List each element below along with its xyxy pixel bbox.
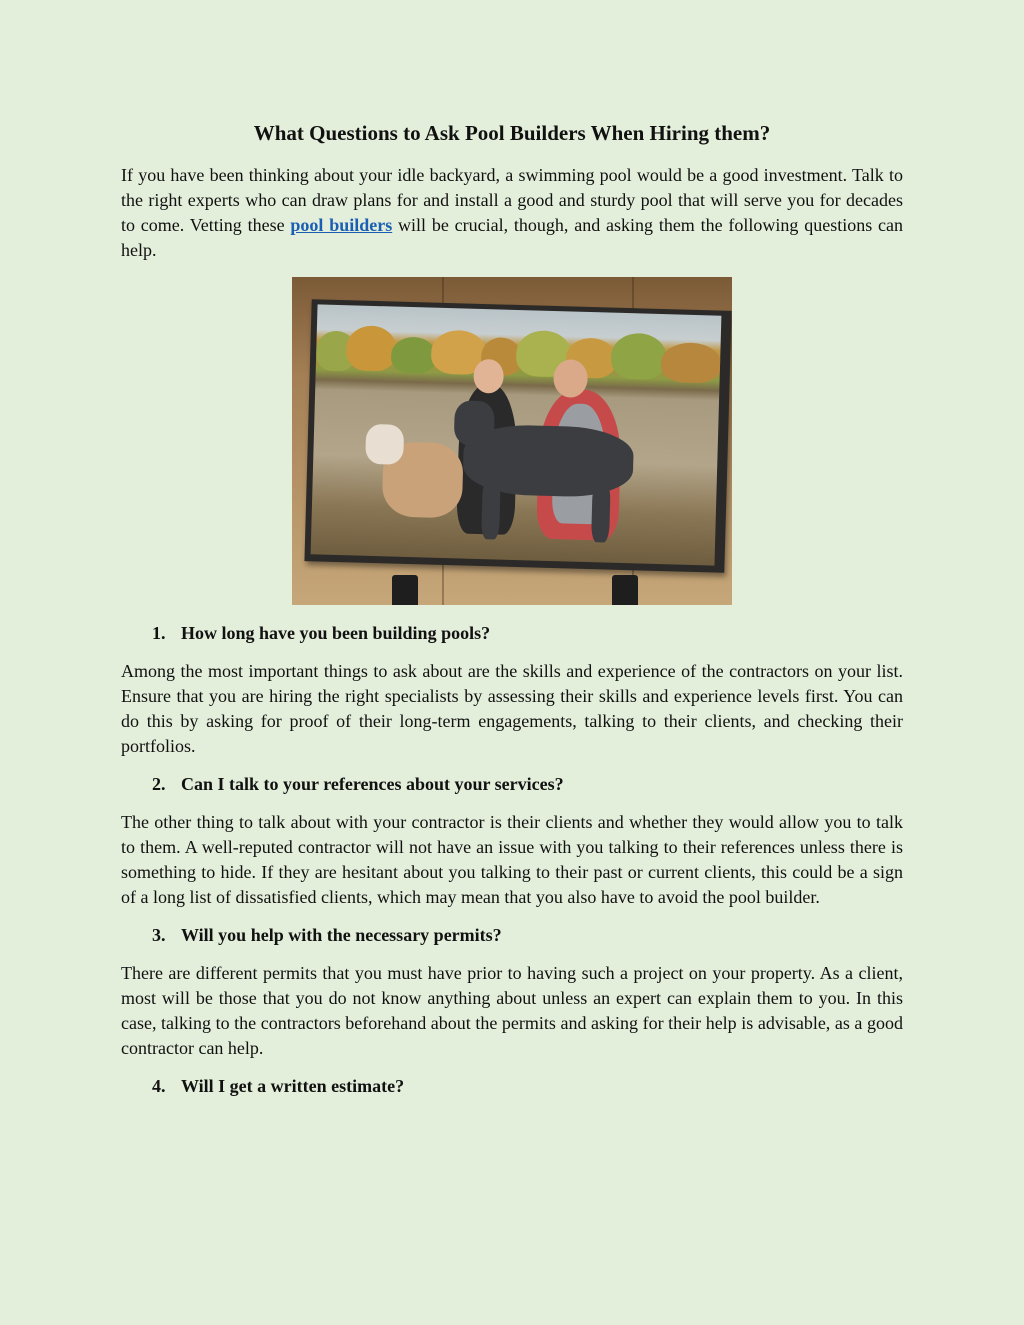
slate-stand-left: [392, 575, 418, 605]
section-3-question: [152, 923, 903, 948]
section-1-question: [152, 621, 903, 646]
section-3-question-text: Will you help with the necessary permits?: [181, 925, 502, 945]
slate-photo-image: [292, 277, 732, 605]
autumn-trees: [315, 324, 720, 390]
section-4-number: 4.: [152, 1076, 166, 1096]
intro-paragraph: [121, 163, 903, 263]
section-4-question-text: Will I get a written estimate?: [181, 1076, 405, 1096]
section-2-question-text: Can I talk to your references about your services?: [181, 774, 564, 794]
section-1-body: Among the most important things to ask about are the skills and experience of the contractors on your list. Ensure that you are hiring the right specialists by assessing their skills and experience levels first. You can do this by asking for proof of their long-term engagements, talking to their clients, and checking their portfolios.: [121, 661, 903, 756]
section-3-number: 3.: [152, 925, 166, 945]
section-3-body: There are different permits that you must have prior to having such a project on your property. As a client, most will be those that you do not know anything about unless an expert can explain them to you. In this case, talking to the contractors beforehand about the permits and asking for their help is advisable, as a good contractor can help.: [121, 963, 903, 1058]
pool-builders-link[interactable]: pool builders: [290, 215, 393, 235]
section-4-question: [152, 1074, 903, 1099]
document-title: What Questions to Ask Pool Builders When Hiring them?: [253, 121, 771, 145]
section-1-question-text: How long have you been building pools?: [181, 623, 491, 643]
slate-stand-right: [612, 575, 638, 605]
intro-text-after-link: will be crucial, though, and asking them the following questions can help.: [121, 215, 903, 260]
section-2-question: [152, 772, 903, 797]
section-2-number: 2.: [152, 774, 166, 794]
section-2-body: The other thing to talk about with your contractor is their clients and whether they would allow you to talk to them. A well-reputed contractor will not have an issue with you talking to their references unless there is something to hide. If they are hesitant about you talking to their past or current clients, this could be a sign of a long list of dissatisfied clients, which may mean that you also have to avoid the pool builder.: [121, 812, 903, 907]
section-1-number: 1.: [152, 623, 166, 643]
family-dogs-photo: [311, 304, 722, 565]
intro-text-before-link: If you have been thinking about your idle backyard, a swimming pool would be a good investment. Talk to the right experts who can draw plans for and install a good and sturdy pool that will serve you for decades to come. Vetting these: [121, 165, 903, 235]
document-page: [121, 118, 903, 1112]
